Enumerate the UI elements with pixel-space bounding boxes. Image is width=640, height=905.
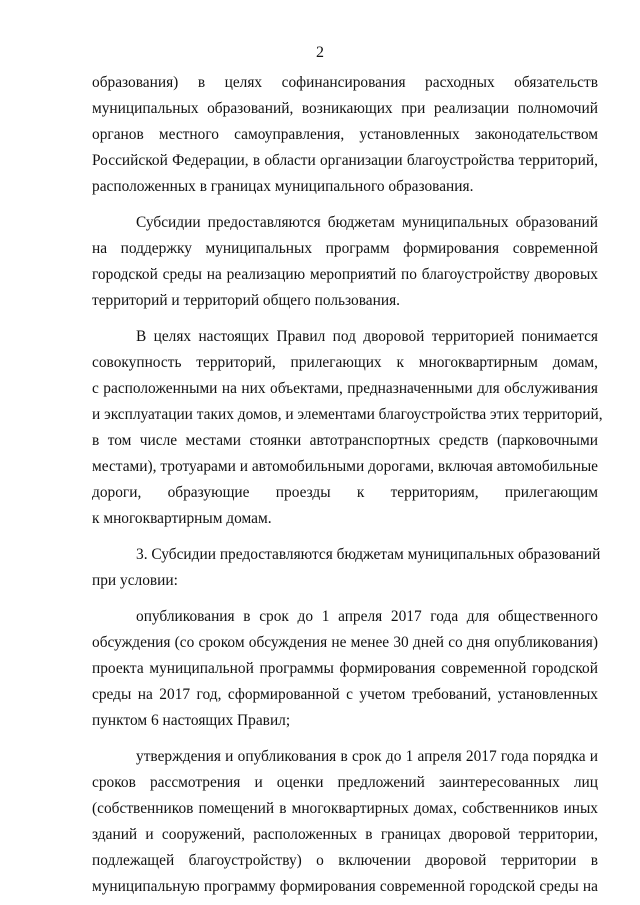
text-line: подлежащей благоустройству) о включении дворовой территории в bbox=[92, 852, 598, 869]
text-line: среды на 2017 год, сформированной с учетом требований, установленных bbox=[92, 686, 598, 703]
text-line: органов местного самоуправления, установленных законодательством bbox=[92, 126, 598, 143]
text-line: проекта муниципальной программы формирования современной городской bbox=[92, 660, 598, 677]
text-line: пунктом 6 настоящих Правил; bbox=[92, 712, 291, 729]
text-line: с расположенными на них объектами, предназначенными для обслуживания bbox=[92, 380, 598, 397]
text-line: утверждения и опубликования в срок до 1 апреля 2017 года порядка и bbox=[136, 748, 598, 765]
text-line: муниципальную программу формирования современной городской среды на bbox=[92, 878, 598, 895]
text-line: Российской Федерации, в области организации благоустройства территорий, bbox=[92, 152, 598, 169]
text-line: совокупность территорий, прилегающих к многоквартирным домам, bbox=[92, 354, 598, 371]
paragraph-approval-condition bbox=[92, 744, 598, 900]
text-line: В целях настоящих Правил под дворовой территорией понимается bbox=[136, 328, 598, 345]
text-line: территорий и территорий общего пользования. bbox=[92, 292, 401, 309]
text-line: Субсидии предоставляются бюджетам муниципальных образований bbox=[136, 214, 598, 231]
text-line: зданий и сооружений, расположенных в границах дворовой территории, bbox=[92, 826, 598, 843]
paragraph-definition bbox=[92, 324, 603, 532]
paragraph-continuation bbox=[92, 70, 598, 200]
text-line: к многоквартирным домам. bbox=[92, 510, 272, 527]
text-line: 3. Субсидии предоставляются бюджетам муниципальных образований bbox=[136, 546, 601, 563]
text-line: опубликования в срок до 1 апреля 2017 года для общественного bbox=[136, 608, 598, 625]
text-line: местами), тротуарами и автомобильными дорогами, включая автомобильные bbox=[92, 458, 598, 475]
text-line: сроков рассмотрения и оценки предложений заинтересованных лиц bbox=[92, 774, 598, 791]
text-line: дороги, образующие проезды к территориям, прилегающим bbox=[92, 484, 598, 501]
text-line: (собственников помещений в многоквартирных домах, собственников иных bbox=[92, 800, 598, 817]
page-number: 2 bbox=[316, 44, 324, 61]
text-line: городской среды на реализацию мероприятий по благоустройству дворовых bbox=[92, 266, 598, 283]
text-line: и эксплуатации таких домов, и элементами благоустройства этих территорий, bbox=[92, 406, 603, 423]
text-line: расположенных в границах муниципального образования. bbox=[92, 178, 474, 195]
text-line: обсуждения (со сроком обсуждения не менее 30 дней со дня опубликования) bbox=[92, 634, 598, 651]
text-line: на поддержку муниципальных программ формирования современной bbox=[92, 240, 598, 257]
paragraph-publication-condition bbox=[92, 604, 598, 734]
paragraph-item-3 bbox=[92, 542, 601, 594]
paragraph-subsidies bbox=[92, 210, 598, 314]
document-body bbox=[92, 70, 603, 900]
text-line: в том числе местами стоянки автотранспортных средств (парковочными bbox=[92, 432, 598, 449]
text-line: муниципальных образований, возникающих при реализации полномочий bbox=[92, 100, 598, 117]
text-line: при условии: bbox=[92, 572, 178, 589]
text-line: образования) в целях софинансирования расходных обязательств bbox=[92, 74, 598, 91]
